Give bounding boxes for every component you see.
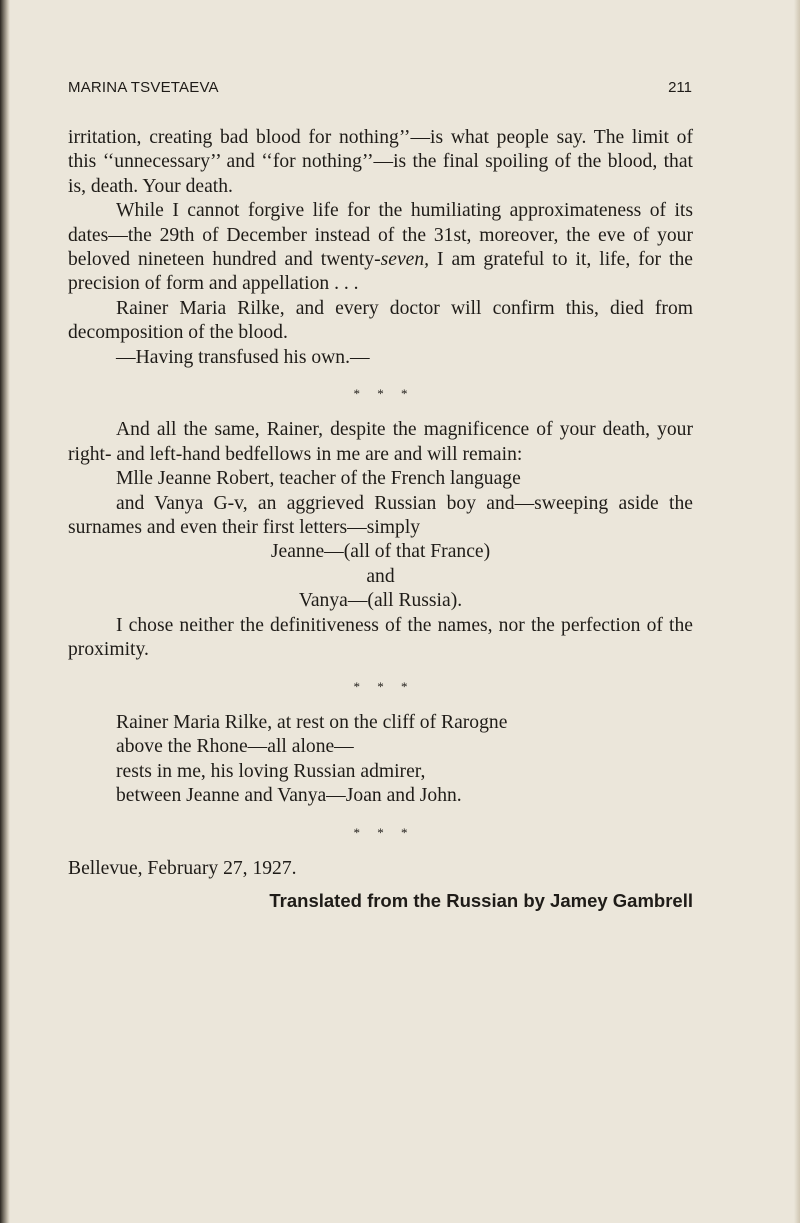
translator-credit: Translated from the Russian by Jamey Gambrell: [269, 890, 693, 912]
paragraph-continued: irritation, creating bad blood for nothing’’—is what people say. The limit of this ‘‘unnecessary’’ and ‘‘for nothing’’—is the final spoiling of the blood, that is, death. Your death.: [68, 127, 693, 197]
page-edge-shadow: [794, 0, 800, 1223]
verse-line-2: above the Rhone—all alone—: [116, 736, 354, 758]
centered-line-vanya: Vanya—(all Russia).: [298, 590, 463, 612]
paragraph-bedfellows: And all the same, Rainer, despite the magnificence of your death, your right- and left-hand bedfellows in me are and will remain:: [68, 419, 693, 465]
centered-line-jeanne: Jeanne—(all of that France): [270, 541, 491, 563]
dateline: Bellevue, February 27, 1927.: [68, 857, 297, 879]
centered-line-and: and: [366, 565, 395, 587]
paragraph-dates-start: While I cannot forgive life for the humiliating approximateness of its dates—the 29th of December instead of the 31st, moreover, the eve of your beloved nineteen hundred and twenty-: [68, 200, 693, 271]
section-separator-1: * * *: [353, 386, 408, 402]
page-number: 211: [668, 79, 692, 96]
verse-line-4: between Jeanne and Vanya—Joan and John.: [116, 785, 462, 807]
paragraph-definitiveness: I chose neither the definitiveness of the names, nor the perfection of the proximity.: [68, 614, 693, 661]
paragraph-vanya: and Vanya G-v, an aggrieved Russian boy and—sweeping aside the surnames and even their first letters—simply: [68, 492, 693, 539]
section-separator-2: * * *: [353, 678, 408, 694]
paragraph-dates-end: I am grateful to it, life, for the precision of form and appellation . . .: [68, 249, 693, 295]
paragraph-dates: [68, 199, 693, 297]
paragraph-jeanne-robert: Mlle Jeanne Robert, teacher of the French language: [116, 468, 521, 490]
section-separator-3: * * *: [353, 824, 408, 840]
page-gutter-shadow: [0, 0, 10, 1223]
paragraph-dates-emphasis: seven,: [380, 249, 430, 271]
running-head: MARINA TSVETAEVA: [68, 79, 219, 96]
verse-line-1: Rainer Maria Rilke, at rest on the cliff of Rarogne: [116, 711, 508, 733]
paragraph-transfused: —Having transfused his own.—: [116, 346, 370, 368]
verse-line-3: rests in me, his loving Russian admirer,: [116, 760, 426, 782]
body-text: [68, 126, 693, 914]
paragraph-rilke-death: Rainer Maria Rilke, and every doctor will confirm this, died from decomposition of the blood.: [68, 297, 693, 344]
